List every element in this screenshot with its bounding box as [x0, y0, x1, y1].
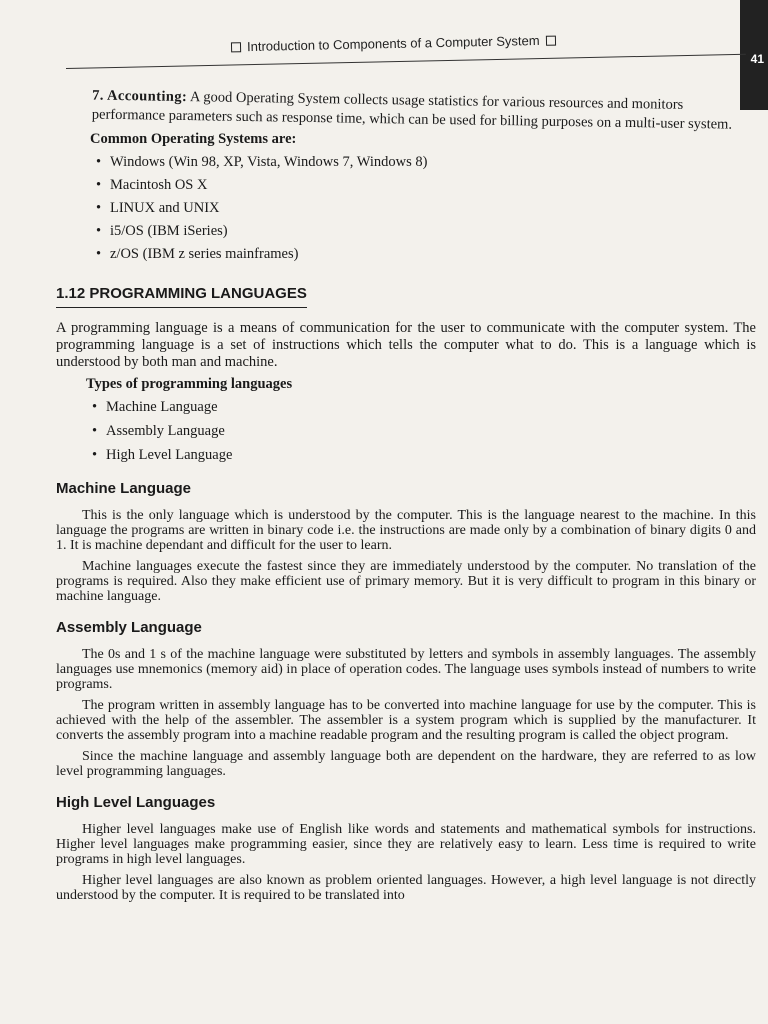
section-intro: A programming language is a means of communication for the user to communicate with the computer system. The programming language is a set of instructions which tells the computer what to do. This is a language which is understood by both man and machine. — [56, 320, 756, 370]
list-item: • Machine Language — [106, 398, 756, 417]
list-item: • z/OS (IBM z series mainframes) — [110, 245, 756, 264]
list-item: • Windows (Win 98, XP, Vista, Windows 7, Windows 8) — [110, 153, 756, 172]
common-os-heading: Common Operating Systems are: — [90, 131, 297, 147]
accounting-label: 7. Accounting: — [92, 87, 188, 106]
assembly-language-heading: Assembly Language — [56, 619, 202, 636]
page-number: 41 — [750, 52, 764, 66]
machine-paragraph-2: Machine languages execute the fastest since they are immediately understood by the computer. No translation of the programs is required. Also they make efficient use of primary memory. But it is very difficult to program in this binary or machine language. — [56, 559, 756, 604]
page-content — [56, 86, 756, 903]
types-heading: Types of programming languages — [86, 376, 293, 392]
running-header — [225, 32, 562, 54]
section-heading: 1.12 PROGRAMMING LANGUAGES — [56, 284, 307, 308]
square-bullet-icon — [231, 42, 241, 52]
header-rule — [66, 54, 746, 69]
assembly-paragraph-2: The program written in assembly language has to be converted into machine language for use by the computer. This is achieved with the help of the assembler. The assembler is a system program which is supplied by the manufacturer. It converts the assembly program into a machine readable program and the resulting program is called the object program. — [56, 698, 756, 743]
list-item: • Assembly Language — [106, 422, 756, 441]
common-os-list — [56, 153, 756, 264]
list-item: • Macintosh OS X — [110, 176, 756, 195]
square-bullet-icon — [546, 36, 556, 46]
assembly-paragraph-1: The 0s and 1 s of the machine language were substituted by letters and symbols in assembly languages. The assembly languages use mnemonics (memory aid) in place of operation codes. The language uses symbols instead of numbers to write programs. — [56, 647, 756, 692]
high-level-heading: High Level Languages — [56, 794, 216, 811]
list-item: • i5/OS (IBM iSeries) — [110, 222, 756, 241]
high-level-paragraph-2: Higher level languages are also known as problem oriented languages. However, a high level language is not directly understood by the computer. It is required to be translated into — [56, 873, 756, 903]
machine-paragraph-1: This is the only language which is understood by the computer. This is the language nearest to the machine. In this language the programs are written in binary code i.e. the instructions are made only by a combination of binary digits 0 and 1. It is machine dependant and difficult for the user to learn. — [56, 508, 756, 553]
accounting-item — [56, 86, 757, 135]
list-item: • High Level Language — [106, 446, 756, 465]
header-title: Introduction to Components of a Computer System — [246, 32, 540, 55]
accounting-text: A good Operating System collects usage statistics for various resources and monitors performance parameters such as response time, which can be used for billing purposes on a multi-user system. — [91, 89, 733, 133]
high-level-paragraph-1: Higher level languages make use of English like words and statements and mathematical symbols for instructions. Higher level languages make programming easier, since they are relatively easy to learn. Less time is required to write programs in high level languages. — [56, 822, 756, 867]
list-item: • LINUX and UNIX — [110, 199, 756, 218]
machine-language-heading: Machine Language — [56, 480, 192, 497]
assembly-paragraph-3: Since the machine language and assembly language both are dependent on the hardware, they are referred to as low level programming languages. — [56, 749, 756, 779]
types-list — [56, 398, 756, 465]
